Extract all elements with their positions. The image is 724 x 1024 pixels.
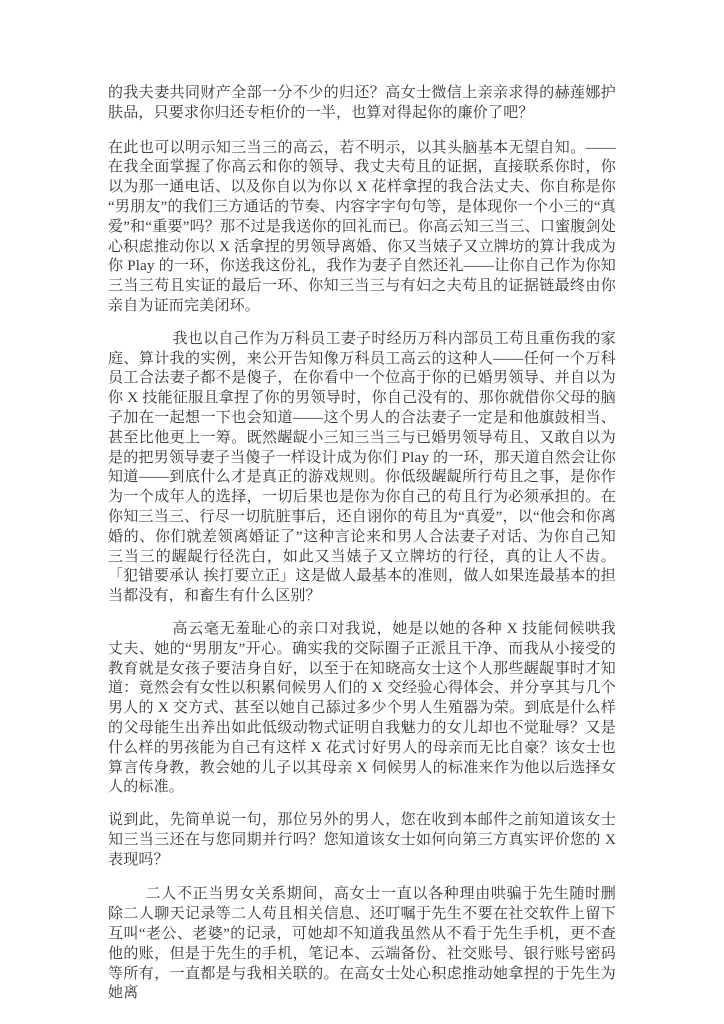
- document-page: [108, 84, 616, 1017]
- paragraph-relationship-period: 二人不正当男女关系期间，高女士一直以各种理由哄骗于先生随时删除二人聊天记录等二人苟且相关信息、还叮嘱于先生不要在社交软件上留下互叫“老公、老婆”的记录，可她却不知道我虽然从不看于先生手机，更不查他的账，但是于先生的手机，笔记本、云端备份、社交账号、银行账号密码等所有，一直都是与我相关联的。在高女士处心积虑推动她拿捏的于先生为她离: [108, 886, 616, 1002]
- paragraph-continuation: 的我夫妻共同财产全部一分不少的归还？高女士微信上亲亲求得的赫莲娜护肤品，只要求你归还专柜价的一半，也算对得起你的廉价了吧？: [108, 85, 616, 121]
- paragraph-about-gao-behavior: 高云毫无羞耻心的亲口对我说，她是以她的各种 X 技能伺候哄我丈夫、她的“男朋友”开心。确实我的交际圈子正派且干净、而我从小接受的教育就是女孩子要洁身自好，以至于在知晓高女士这个人那些龌龊事时才知道：竟然会有女性以积累伺候男人们的 X 交经验心得体会、并分享其与几个男人的 X 交方式、甚至以她自己舔过多少个男人生殖器为荣。到底是什么样的父母能生出养出如此低级动物式证明自我魅力的女儿却也不觉耻辱？又是什么样的男孩能为自己有这样 X 花式讨好男人的母亲而无比自豪？该女士也算言传身教，教会她的儿子以其母亲 X 伺候男人的标准来作为他以后选择女人的标准。: [108, 620, 616, 796]
- paragraph-public-statement: 我也以自己作为万科员工妻子时经历万科内部员工苟且重伤我的家庭、算计我的实例，来公开告知像万科员工高云的这种人——任何一个万科员工合法妻子都不是傻子，在你看中一个位高于你的已婚男领导、并自以为你 X 技能征服且拿捏了你的男领导时，你自己没有的、那你就借你父母的脑子加在一起想一下也会知道——这个男人的合法妻子一定是和他旗鼓相当、甚至比他更上一筹。既然龌龊小三知三当三与已婚男领导苟且、又敢自以为是的把男领导妻子当傻子一样设计成为你们 Play 的一环，那天道自然会让你知道——到底什么才是真正的游戏规则。你低级龌龊所行苟且之事，是你作为一个成年人的选择，一切后果也是你为你自己的苟且行为必须承担的。在你知三当三、行尽一切肮脏事后，还自诩你的苟且为“真爱”，以“他会和你离婚的、你们就差领离婚证了”这种言论来和男人合法妻子对话、为你自己知三当三的龌龊行径洗白，如此又当婊子又立牌坊的行径，真的让人不齿。「犯错要承认 挨打要立正」这是做人最基本的准则，做人如果连最基本的担当都没有，和畜生有什么区别？: [108, 330, 616, 605]
- paragraph-question-to-other-man: 说到此，先简单说一句，那位另外的男人，您在收到本邮件之前知道该女士知三当三还在与您同期并行吗？您知道该女士如何向第三方真实评价您的 X 表现吗？: [108, 812, 616, 868]
- paragraph-notice-to-gao: 在此也可以明示知三当三的高云，若不明示，以其头脑基本无望自知。——在我全面掌握了你高云和你的领导、我丈夫苟且的证据，直接联系你时，你以为那一通电话、以及你自以为你以 X 花样拿捏的我合法丈夫、你自称是你“男朋友”的我们三方通话的节奏、内容字字句句等，是体现你一个小三的“真爱”和“重要”吗？那不过是我送你的回礼而已。你高云知三当三、口蜜腹剑处心积虑推动你以 X 活拿捏的男领导离婚、你又当婊子又立牌坊的算计我成为你 Play 的一环，你送我这份礼，我作为妻子自然还礼——让你自己作为你知三当三苟且实证的最后一环、你知三当三与有妇之夫苟且的证据链最终由你亲自为证而完美闭环。: [108, 139, 616, 314]
